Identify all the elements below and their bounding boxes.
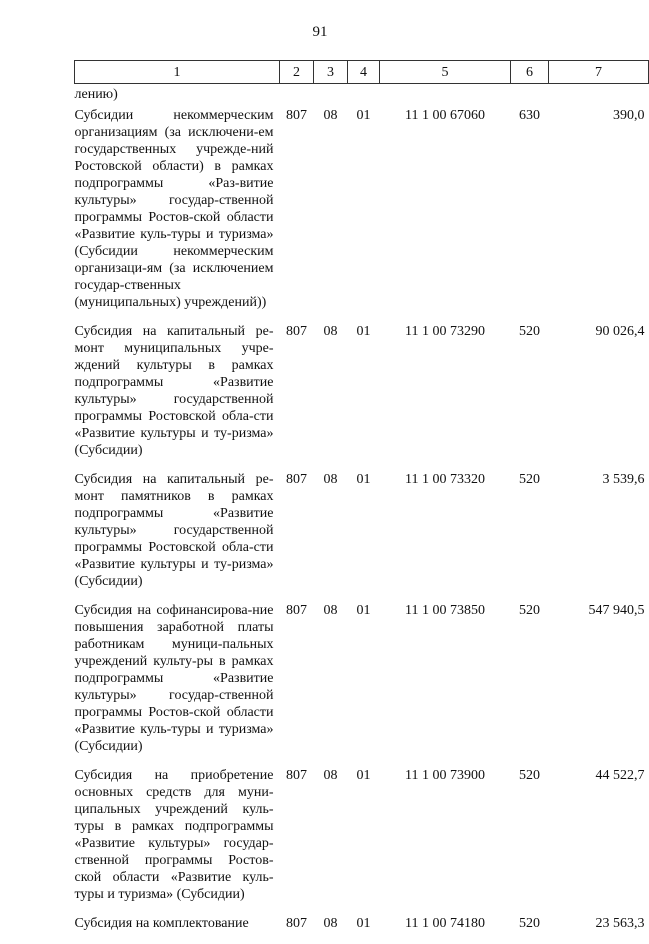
row-amount: 390,0 — [613, 108, 645, 123]
row-amount: 3 539,6 — [602, 472, 645, 487]
table-row — [75, 471, 649, 602]
row-description: Субсидия на приобретение основных средств для муни-ципальных учреждений куль-туры в рамках подпрограммы «Развитие культуры» государ-ственной программы Ростов-ской области «Развитие куль-туры и туризма» (Субсидии) — [74, 768, 274, 902]
row-section-code: 08 — [323, 768, 338, 783]
row-target-code: 11 1 00 73320 — [405, 472, 485, 487]
row-ministry-code: 807 — [286, 472, 307, 487]
row-expense-type: 630 — [519, 108, 540, 123]
header-col-1: 1 — [75, 61, 280, 84]
row-description: Субсидия на софинансирова-ние повышения заработной платы работникам муници-пальных учреждений культу-ры в рамках подпрограммы «Развитие культуры» государ-ственной программы Ростов-ской области «Развитие куль-туры и туризма» (Субсидии) — [74, 603, 274, 754]
header-col-7: 7 — [549, 61, 649, 84]
row-description: Субсидия на капитальный ре-монт муниципальных учре-ждений культуры в рамках подпрограммы «Развитие культуры» государственной программы Ростовской обла-сти «Развитие культуры и ту-ризма» (Субсидии) — [74, 324, 274, 458]
row-amount: 23 563,3 — [595, 916, 645, 931]
row-section-code: 08 — [323, 603, 338, 618]
header-col-3: 3 — [314, 61, 348, 84]
row-ministry-code: 807 — [286, 916, 307, 931]
row-section-code: 08 — [323, 108, 338, 123]
row-ministry-code: 807 — [286, 108, 307, 123]
table-row — [75, 602, 649, 767]
row-expense-type: 520 — [519, 472, 540, 487]
row-target-code: 11 1 00 67060 — [405, 108, 485, 123]
row-ministry-code: 807 — [286, 768, 307, 783]
header-col-6: 6 — [511, 61, 549, 84]
header-col-2: 2 — [280, 61, 314, 84]
row-subsection-code: 01 — [356, 324, 371, 339]
table-row — [75, 323, 649, 471]
row-ministry-code: 807 — [286, 324, 307, 339]
row-ministry-code: 807 — [286, 603, 307, 618]
row-subsection-code: 01 — [356, 916, 371, 931]
row-expense-type: 520 — [519, 768, 540, 783]
row-target-code: 11 1 00 73290 — [405, 324, 485, 339]
row-section-code: 08 — [323, 916, 338, 931]
row-amount: 547 940,5 — [588, 603, 645, 618]
table-row — [75, 107, 649, 323]
page-number: 91 — [312, 24, 328, 40]
row-expense-type: 520 — [519, 324, 540, 339]
row-expense-type: 520 — [519, 603, 540, 618]
row-description: Субсидия на комплектование — [74, 916, 249, 931]
table-row — [75, 767, 649, 915]
row-expense-type: 520 — [519, 916, 540, 931]
table-row — [75, 915, 649, 944]
row-target-code: 11 1 00 74180 — [405, 916, 485, 931]
row-target-code: 11 1 00 73900 — [405, 768, 485, 783]
header-row — [75, 61, 649, 84]
continuation-text: лению) — [74, 87, 118, 102]
row-subsection-code: 01 — [356, 768, 371, 783]
continuation-row — [75, 84, 649, 108]
row-description: Субсидия на капитальный ре-монт памятников в рамках подпрограммы «Развитие культуры» государственной программы Ростовской обла-сти «Развитие культуры и ту-ризма» (Субсидии) — [74, 472, 274, 589]
row-section-code: 08 — [323, 472, 338, 487]
table-header — [75, 61, 649, 84]
row-section-code: 08 — [323, 324, 338, 339]
row-amount: 44 522,7 — [595, 768, 645, 783]
row-subsection-code: 01 — [356, 603, 371, 618]
header-col-4: 4 — [348, 61, 380, 84]
row-description: Субсидии некоммерческим организациям (за исключени-ем государственных учрежде-ний Ростовской области) в рамках подпрограммы «Раз-витие культуры» государ-ственной программы Ростов-ской области «Развитие куль-туры и туризма» (Субсидии некоммерческим организаци-ям (за исключением государ-ственных (муниципальных) учреждений)) — [74, 108, 274, 310]
row-target-code: 11 1 00 73850 — [405, 603, 485, 618]
row-amount: 90 026,4 — [595, 324, 645, 339]
row-subsection-code: 01 — [356, 472, 371, 487]
header-col-5: 5 — [380, 61, 511, 84]
budget-table — [74, 60, 649, 944]
row-subsection-code: 01 — [356, 108, 371, 123]
